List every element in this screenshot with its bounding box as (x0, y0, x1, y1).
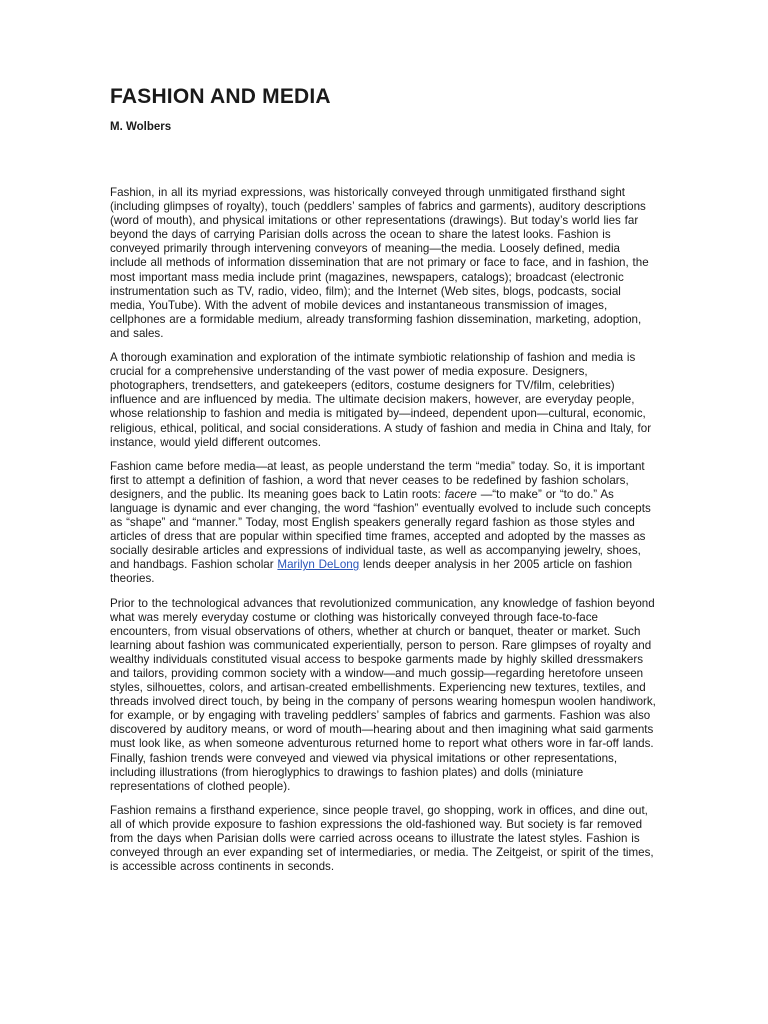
paragraph-3-text-c: lends deeper analysis in her 2005 article on fashion theories. (110, 558, 633, 586)
paragraph-3-text-a: Fashion came before media—at least, as people understand the term “media” today. So, it is important first to attempt a definition of fashion, a word that never ceases to be redefined by fashion scholars, designers, and the public. Its meaning goes back to Latin roots: (110, 459, 645, 501)
paragraph-3-text-b: —“to make” or “to do.” As language is dynamic and ever changing, the word “fashion” eventually evolved to include such concepts as “shape” and “manner.” Today, most English speakers generally regard fashion as those styles and articles of dress that are popular within specified time frames, accepted and adopted by the masses as socially desirable articles and expressions of individual taste, as well as accompanying jewelry, shoes, and handbags. Fashion scholar (110, 487, 651, 572)
marilyn-delong-link[interactable]: Marilyn DeLong (277, 558, 360, 572)
latin-term-facere: facere (444, 487, 477, 501)
paragraph-4: Prior to the technological advances that revolutionized communication, any knowledge of fashion beyond what was merely everyday costume or clothing was historically conveyed through face-to-face encounters, from visual observations of others, whether at church or banquet, theater or market. Such learning about fashion was communicated experientially, person to person. Rare glimpses of royalty and wealthy individuals constituted visual access to bespoke garments made by highly skilled dressmakers and tailors, providing common society with a window—and much gossip—regarding heretofore unseen styles, silhouettes, colors, and artisan-created embellishments. Experiencing new textures, textiles, and threads involved direct touch, by being in the company of persons wearing homespun woolen handiwork, for example, or by engaging with traveling peddlers’ samples of fabrics and garments. Fashion was also discovered by auditory means, or word of mouth—hearing about and then imagining what said garments must look like, as when someone adventurous returned home to report what others wore in far-off lands. Finally, fashion trends were conveyed and viewed via physical imitations or other representations, including illustrations (from hieroglyphics to drawings to fashion plates) and dolls (miniature representations of clothed people). (110, 596, 656, 793)
paragraph-1: Fashion, in all its myriad expressions, was historically conveyed through unmitigated firsthand sight (including glimpses of royalty), touch (peddlers’ samples of fabrics and garments), auditory descriptions (word of mouth), and physical imitations or other representations (drawings). But today’s world lies far beyond the days of carrying Parisian dolls across the ocean to share the latest looks. Fashion is conveyed primarily through intervening conveyors of meaning—the media. Loosely defined, media include all methods of information dissemination that are not primary or face to face, and in fashion, the most important mass media include print (magazines, newspapers, catalogs); broadcast (electronic instrumentation such as TV, radio, video, film); and the Internet (Web sites, blogs, podcasts, social media, YouTube). With the advent of mobile devices and instantaneous transmission of images, cellphones are a formidable medium, already transforming fashion dissemination, marketing, adoption, and sales. (110, 186, 649, 340)
document-page (110, 84, 658, 884)
document-body (110, 186, 658, 874)
document-author: M. Wolbers (110, 121, 172, 133)
document-title: FASHION AND MEDIA (110, 85, 331, 108)
paragraph-2: A thorough examination and exploration of the intimate symbiotic relationship of fashion and media is crucial for a comprehensive understanding of the vast power of media exposure. Designers, photographers, trendsetters, and gatekeepers (editors, costume designers for TV/film, celebrities) influence and are influenced by media. The ultimate decision makers, however, are everyday people, whose relationship to fashion and media is mitigated by—indeed, dependent upon—cultural, economic, religious, ethical, political, and social considerations. A study of fashion and media in China and Italy, for instance, would yield different outcomes. (110, 351, 652, 449)
paragraph-3 (110, 460, 658, 587)
paragraph-5: Fashion remains a firsthand experience, since people travel, go shopping, work in offices, and dine out, all of which provide exposure to fashion expressions the old-fashioned way. But society is far removed from the days when Parisian dolls were carried across oceans to illustrate the latest styles. Fashion is conveyed through an ever expanding set of intermediaries, or media. The Zeitgeist, or spirit of the times, is accessible across continents in seconds. (110, 803, 654, 874)
